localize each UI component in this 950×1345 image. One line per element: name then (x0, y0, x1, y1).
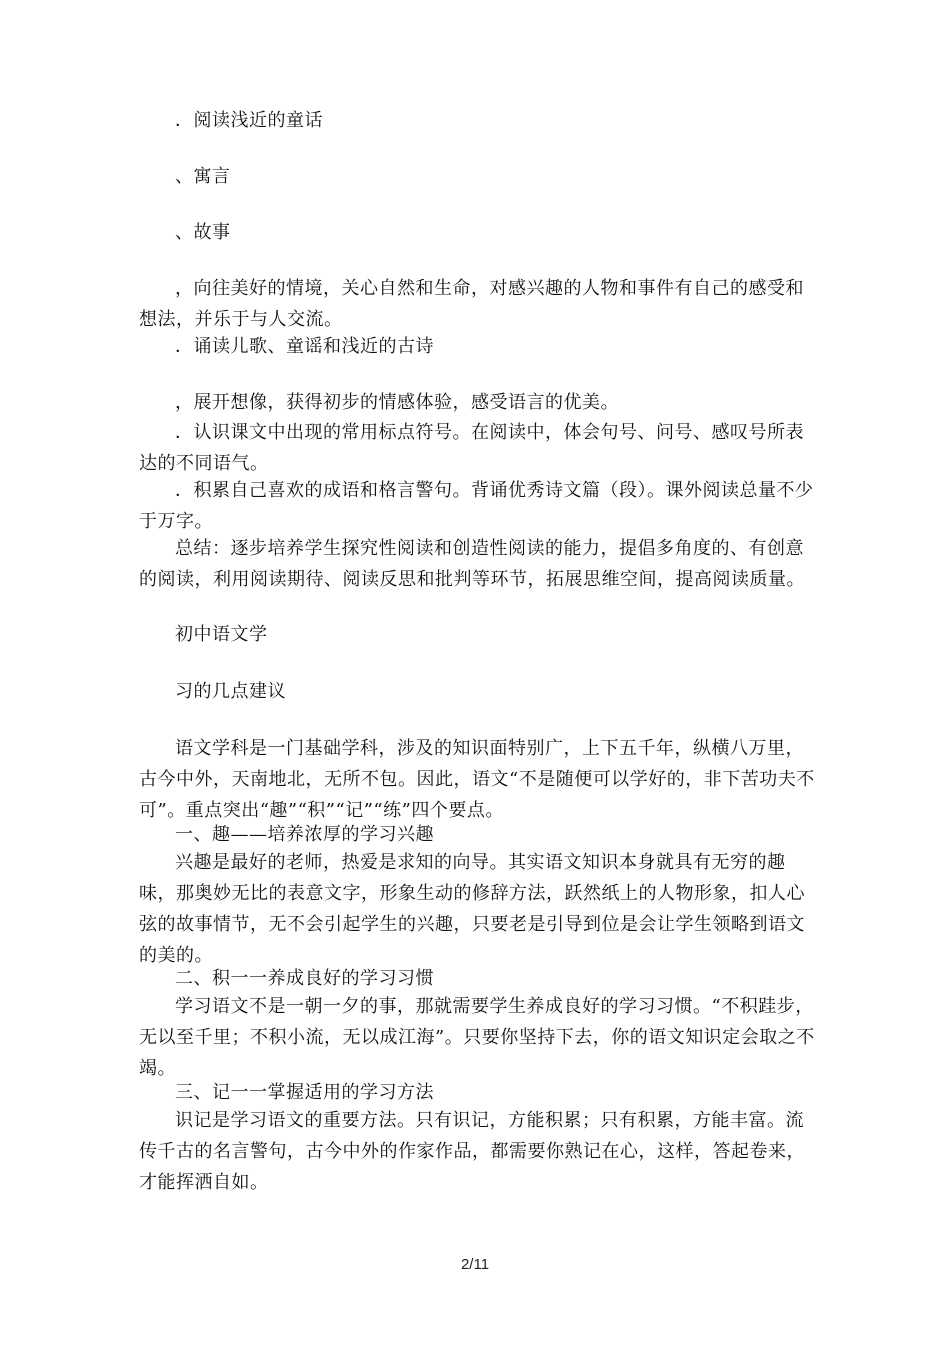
section-title-part-1: 初中语文学 (175, 624, 268, 645)
paragraph-item-9: 总结：逐步培养学生探究性阅读和创造性阅读的能力，提倡多角度的、有创意的阅读，利用阅读期待、阅读反思和批判等环节，拓展思维空间，提高阅读质量。 (139, 538, 805, 590)
paragraph-item-14: 兴趣是最好的老师，热爱是求知的向导。其实语文知识本身就具有无穷的趣味，那奥妙无比的表意文字，形象生动的修辞方法，跃然纸上的人物形象，扣人心弦的故事情节，无不会引起学生的兴趣，只要老是引导到位是会让学生领略到语文的美的。 (139, 852, 805, 966)
section-title-part-2: 习的几点建议 (175, 681, 286, 702)
paragraph-item-1: ．阅读浅近的童话 (175, 110, 323, 131)
paragraph-item-18: 识记是学习语文的重要方法。只有识记，方能积累；只有积累，方能丰富。流传千古的名言警句，古今中外的作家作品，都需要你熟记在心，这样，答起卷来，才能挥洒自如。 (139, 1110, 805, 1193)
paragraph-item-6: ，展开想像，获得初步的情感体验，感受语言的优美。 (175, 392, 619, 413)
paragraph-item-3: 、故事 (175, 222, 231, 243)
paragraph-item-2: 、寓言 (175, 166, 231, 187)
page-number: 2/11 (460, 1256, 490, 1273)
paragraph-item-7: ．认识课文中出现的常用标点符号。在阅读中，体会句号、问号、感叹号所表达的不同语气。 (139, 422, 804, 474)
paragraph-item-8: ．积累自己喜欢的成语和格言警句。背诵优秀诗文篇（段）。课外阅读总量不少于万字。 (139, 480, 814, 532)
paragraph-item-5: ．诵读儿歌、童谣和浅近的古诗 (175, 336, 434, 357)
subheading-accumulate: 二、积一一养成良好的学习习惯 (175, 968, 434, 989)
paragraph-item-4: ，向往美好的情境，关心自然和生命，对感兴趣的人物和事件有自己的感受和想法，并乐于与人交流。 (139, 278, 804, 330)
paragraph-item-12: 语文学科是一门基础学科，涉及的知识面特别广，上下五千年，纵横八万里，古今中外，天南地北，无所不包。因此，语文“不是随便可以学好的，非下苦功夫不可”。重点突出“趣”“积”“记”“练”四个要点。 (139, 738, 815, 821)
subheading-memorize: 三、记一一掌握适用的学习方法 (175, 1082, 434, 1103)
paragraph-item-16: 学习语文不是一朝一夕的事，那就需要学生养成良好的学习习惯。“不积跬步，无以至千里；不积小流，无以成江海”。只要你坚持下去，你的语文知识定会取之不竭。 (139, 996, 815, 1079)
subheading-interest: 一、趣——培养浓厚的学习兴趣 (175, 824, 434, 845)
